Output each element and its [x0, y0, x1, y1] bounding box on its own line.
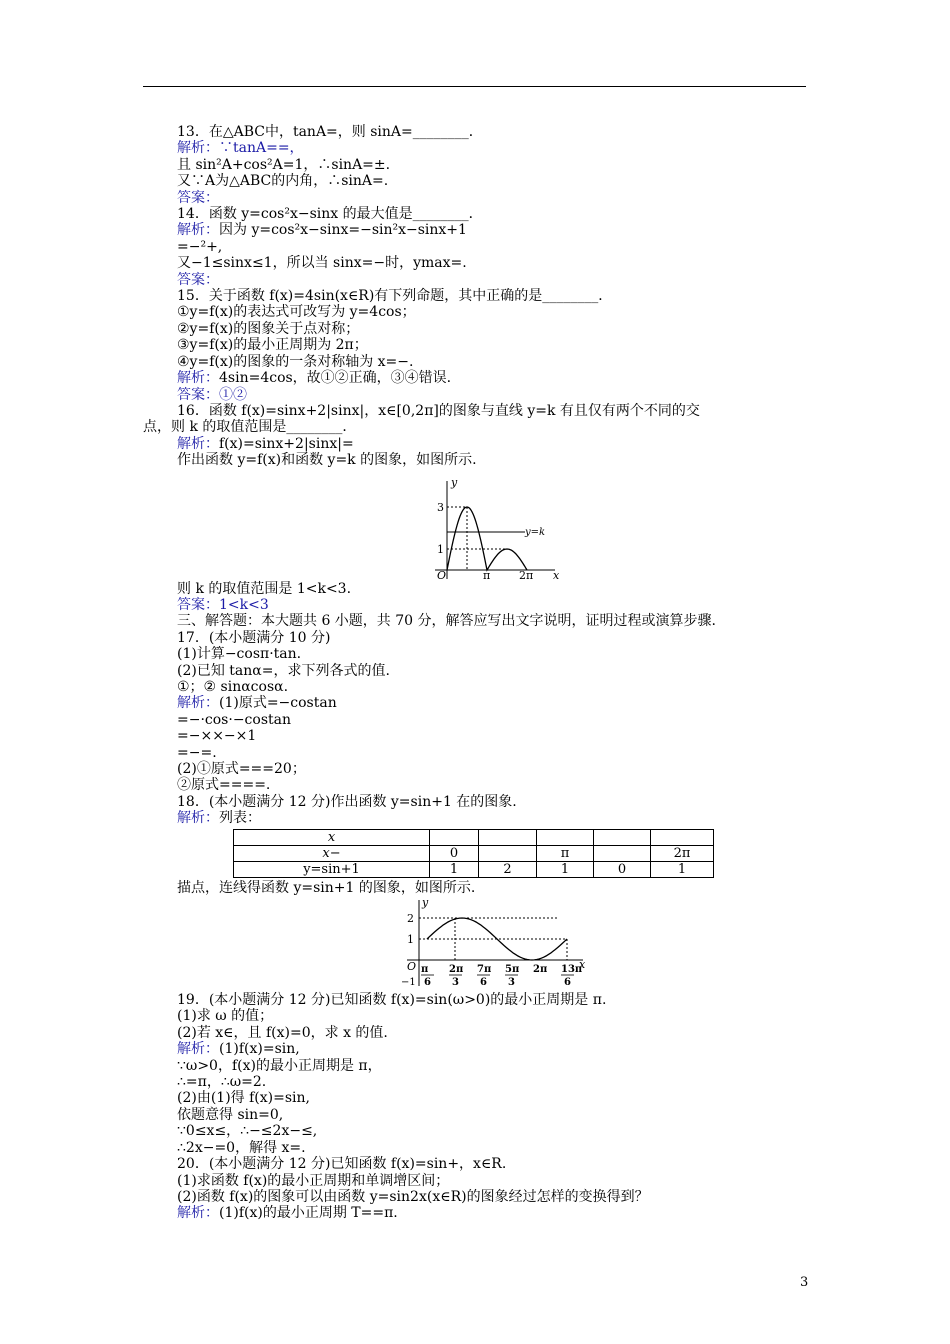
- text-line: 解析：(1)f(x)的最小正周期 T==π.: [177, 1205, 398, 1222]
- text-line: ②y=f(x)的图象关于点对称；: [177, 320, 360, 337]
- text-line: 点，则 k 的取值范围是________．: [143, 419, 357, 436]
- text-line: 三、解答题：本大题共 6 小题，共 70 分，解答应写出文字说明，证明过程或演算步骤.: [177, 613, 716, 630]
- text-line: (2)若 x∈，且 f(x)=0，求 x 的值.: [177, 1024, 388, 1041]
- x-tick-denominator: 6: [424, 977, 431, 989]
- table-row: [234, 845, 714, 861]
- text-line: ①；② sinαcosα.: [177, 678, 289, 695]
- text-line: ∵0≤x≤，∴−≤2x−≤,: [177, 1123, 318, 1140]
- figure-graph-1: [143, 469, 807, 581]
- value-table: [233, 829, 714, 878]
- table-row: [234, 861, 714, 877]
- text-line: (2)由(1)得 f(x)=sin,: [177, 1090, 310, 1107]
- text-line: 答案：: [177, 271, 219, 288]
- tick-pi: π: [483, 568, 491, 581]
- graph-1-svg: [425, 475, 565, 581]
- table-cell: 1: [430, 861, 479, 877]
- text-line: 14．函数 y=cos²x−sinx 的最大值是________．: [177, 206, 483, 223]
- text-line: (2)①原式===20；: [177, 761, 306, 777]
- table-cell: 1: [651, 861, 714, 877]
- tick-2: 2: [407, 912, 414, 926]
- x-tick-numerator: 2π: [533, 964, 548, 976]
- function-curve: [447, 507, 527, 570]
- text-line: 则 k 的取值范围是 1<k<3.: [177, 580, 352, 597]
- table-cell: [479, 845, 537, 861]
- text-line: 解析：因为 y=cos²x−sinx=−sin²x−sinx+1: [177, 222, 467, 239]
- text-line: 15．关于函数 f(x)=4sin(x∈R)有下列命题，其中正确的是________．: [177, 288, 613, 305]
- text-line: 解析：∵tanA==，: [177, 140, 304, 157]
- tick-1: 1: [437, 542, 444, 556]
- text-line: 20．(本小题满分 12 分)已知函数 f(x)=sin+，x∈R.: [177, 1156, 507, 1173]
- text-line: (1)求 ω 的值；: [177, 1008, 274, 1025]
- value-table-wrap: [143, 827, 807, 880]
- text-line: 且 sin²A+cos²A=1，∴sinA=±.: [177, 156, 391, 173]
- x-tick-denominator: 3: [452, 977, 459, 989]
- tick-minus-1: −1: [401, 977, 416, 989]
- figure-graph-2: [143, 896, 807, 992]
- header-rule: [143, 86, 806, 87]
- table-cell: y=sin+1: [234, 861, 430, 877]
- text-line: =−××−×1: [177, 728, 257, 745]
- tick-1: 1: [407, 933, 414, 947]
- table-cell: 0: [430, 845, 479, 861]
- y-axis-label: y: [451, 475, 458, 489]
- text-line: 作出函数 y=f(x)和函数 y=k 的图象，如图所示.: [177, 452, 477, 469]
- table-cell: [651, 829, 714, 845]
- text-line: 又∵A为△ABC的内角，∴sinA=.: [177, 173, 389, 190]
- x-tick-numerator: 7π: [477, 964, 492, 976]
- table-cell: 2: [479, 861, 537, 877]
- tick-2pi: 2π: [519, 568, 534, 581]
- table-cell: 2π: [651, 845, 714, 861]
- text-line: 解析：(1)原式=−costan: [177, 695, 337, 712]
- table-cell: [594, 845, 651, 861]
- text-line: =−=.: [177, 744, 217, 761]
- text-line: 答案：①②: [177, 386, 247, 403]
- analysis-label: 解析：: [177, 695, 219, 712]
- text-line: =−²+,: [177, 238, 223, 255]
- x-tick-numerator: 13π: [561, 964, 583, 976]
- table-cell: [430, 829, 479, 845]
- text-line: ∵ω>0，f(x)的最小正周期是 π，: [177, 1057, 382, 1074]
- text-line: 16．函数 f(x)=sinx+2|sinx|，x∈[0,2π]的图象与直线 y=k 有且仅有两个不同的交: [177, 402, 700, 419]
- page-number: 3: [800, 1275, 809, 1290]
- table-cell: π: [537, 845, 594, 861]
- line-label: y=k: [525, 526, 546, 538]
- table-cell: 1: [537, 861, 594, 877]
- x-tick-numerator: π: [421, 964, 429, 976]
- text-line: (2)已知 tanα=，求下列各式的值.: [177, 662, 390, 679]
- origin-label: O: [407, 960, 417, 974]
- text-line: 17．(本小题满分 10 分): [177, 629, 331, 646]
- analysis-label: 解析：: [177, 1041, 219, 1058]
- text-line: ∴2x−=0，解得 x=.: [177, 1139, 306, 1156]
- y-axis-label: y: [422, 896, 429, 910]
- analysis-label: 解析：: [177, 810, 219, 827]
- text-line: ∴=π，∴ω=2.: [177, 1074, 267, 1091]
- text-line: 解析：f(x)=sinx+2|sinx|=: [177, 435, 354, 452]
- table-cell: 0: [594, 861, 651, 877]
- text-line: 18．(本小题满分 12 分)作出函数 y=sin+1 在的图象.: [177, 793, 517, 810]
- origin-label: O: [437, 568, 447, 581]
- analysis-label: 解析：: [177, 1205, 219, 1222]
- table-cell: [479, 829, 537, 845]
- text-line: (1)求函数 f(x)的最小正周期和单调增区间；: [177, 1172, 450, 1189]
- text-line: ②原式====.: [177, 777, 271, 794]
- x-axis-label: x: [579, 958, 586, 972]
- text-line: =−·cos·−costan: [177, 711, 291, 728]
- x-tick-denominator: 6: [564, 977, 571, 989]
- text-line: 19．(本小题满分 12 分)已知函数 f(x)=sin(ω>0)的最小正周期是 π.: [177, 992, 607, 1009]
- table-cell: [594, 829, 651, 845]
- document-body: [143, 124, 807, 1222]
- tick-3: 3: [437, 500, 444, 514]
- text-line: ①y=f(x)的表达式可改写为 y=4cos；: [177, 304, 416, 321]
- analysis-label: 解析：: [177, 370, 219, 387]
- text-line: 解析：4sin=4cos，故①②正确，③④错误.: [177, 370, 452, 387]
- text-line: 答案：: [177, 189, 219, 206]
- table-cell: x: [234, 829, 430, 845]
- table-row: [234, 829, 714, 845]
- x-axis-label: x: [553, 568, 560, 581]
- text-line: 解析：(1)f(x)=sin,: [177, 1041, 300, 1058]
- text-line: (2)函数 f(x)的图象可以由函数 y=sin2x(x∈R)的图象经过怎样的变换得到？: [177, 1188, 649, 1205]
- text-line: ④y=f(x)的图象的一条对称轴为 x=−.: [177, 353, 414, 370]
- text-line: 答案：1<k<3: [177, 596, 269, 613]
- text-line: 13．在△ABC中，tanA=，则 sinA=________．: [177, 124, 483, 140]
- text-line: 解析：列表：: [177, 810, 261, 827]
- table-cell: [537, 829, 594, 845]
- x-tick-denominator: 6: [480, 977, 487, 989]
- text-line: ③y=f(x)的最小正周期为 2π；: [177, 337, 368, 354]
- x-tick-numerator: 5π: [505, 964, 520, 976]
- x-tick-numerator: 2π: [449, 964, 464, 976]
- text-line: 描点，连线得函数 y=sin+1 的图象，如图所示.: [177, 879, 476, 896]
- x-tick-denominator: 3: [508, 977, 515, 989]
- graph-2-svg: [393, 896, 593, 992]
- analysis-label: 解析：: [177, 435, 219, 452]
- analysis-label: 解析：: [177, 222, 219, 239]
- text-line: 依题意得 sin=0,: [177, 1106, 284, 1123]
- text-line: (1)计算−cosπ·tan.: [177, 646, 302, 663]
- text-line: 又−1≤sinx≤1，所以当 sinx=−时，ymax=.: [177, 255, 467, 272]
- table-cell: x−: [234, 845, 430, 861]
